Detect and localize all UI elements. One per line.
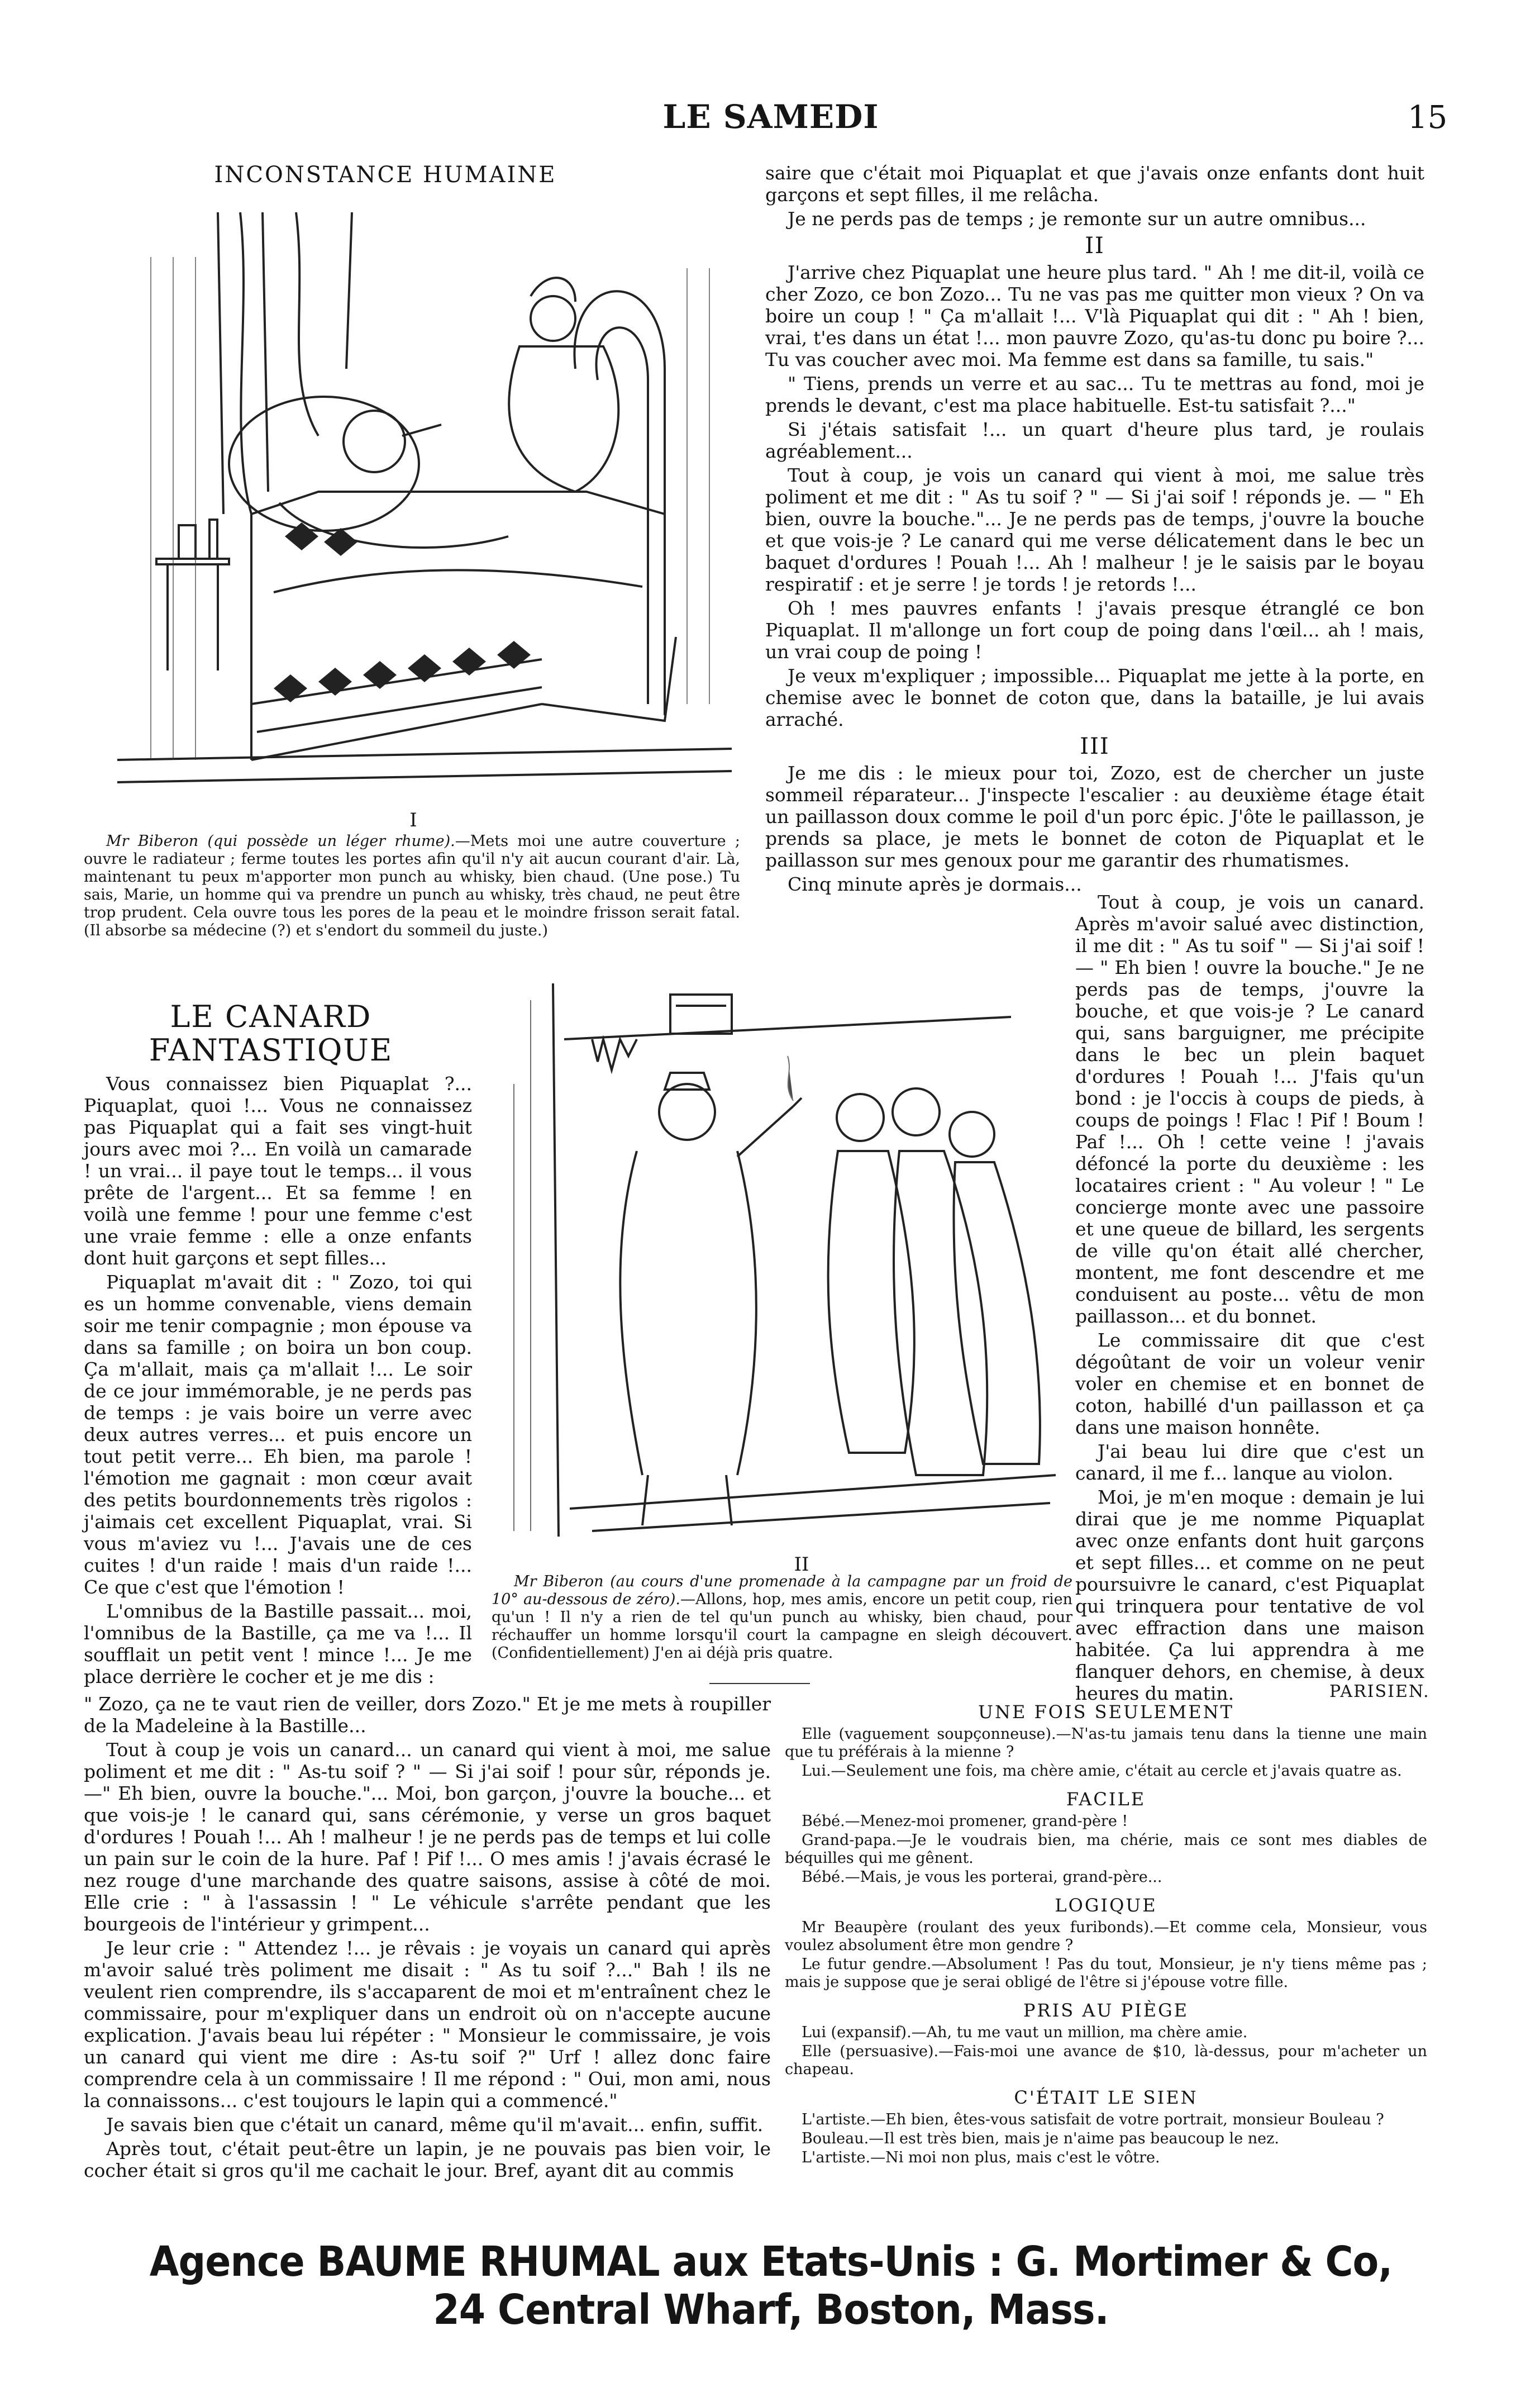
dialogue-title: UNE FOIS SEULEMENT: [978, 1701, 1234, 1723]
story-section-3: III: [1080, 734, 1110, 759]
illustration2-outdoor-scene: [480, 972, 1061, 1553]
illustration1-bed-scene: [84, 201, 743, 805]
illustration2-caption-text: —Allons, hop, mes amis, encore un petit coup, rien qu'un ! Il n'y a rien de tel qu'un punch au whisky, bien chaud, pour réchauffer un homme lorsqu'il court la campagne en sleigh découvert. (Confidentiellement) J'en ai déjà pris quatre.: [492, 1591, 1073, 1662]
story-right-paragraph: saire que c'était moi Piquaplat et que j'avais onze enfants dont huit garçons et sept filles, il me relâcha.: [765, 162, 1424, 206]
story-right-paragraph: Si j'étais satisfait !... un quart d'heure plus tard, je roulais agréablement...: [765, 419, 1424, 462]
story-right-paragraph: Oh ! mes pauvres enfants ! j'avais presque étranglé ce bon Piquaplat. Il m'allonge un fort coup de poing dans l'œil... ah ! mais, un vrai coup de poing !: [765, 597, 1424, 663]
dialogue-title: FACILE: [1066, 1789, 1146, 1810]
dialogue-line: Elle (vaguement soupçonneuse).—N'as-tu jamais tenu dans la tienne une main que tu préférais à la mienne ?: [785, 1725, 1427, 1761]
story-right-paragraph: Cinq minute après je dormais...: [788, 873, 1082, 895]
footer-advertisement: Agence BAUME RHUMAL aux Etats-Unis : G. Mortimer & Co, 24 Central Wharf, Boston, Mass.: [149, 2238, 1393, 2334]
story-right-paragraph: Je me dis : le mieux pour toi, Zozo, est de chercher un juste sommeil réparateur... J'inspecte l'escalier : au deuxième étage était un paillasson doux comme le poil d'un porc épic. J'ôte le paillasson, je prends sa place, je mets le bonnet de coton de Piquaplat et le paillasson sur mes genoux pour me garantir des rhumatismes.: [765, 762, 1424, 871]
story-right-paragraph: Moi, je m'en moque : demain je lui dirai que je me nomme Piquaplat avec onze enfants dont huit garçons et sept filles... et comme on ne peut poursuivre le canard, c'est Piquaplat qui trinquera pour tentative de vol avec effraction dans une maison habitée. Ça lui apprendra à me flanquer dehors, en chemise, à deux heures du matin.: [1075, 1486, 1424, 1704]
page-number: 15: [1408, 99, 1448, 136]
story-left-paragraph: Piquaplat m'avait dit : " Zozo, toi qui es un homme convenable, viens demain soir me tenir compagnie ; mon épouse va dans sa famille ; on boira un bon coup. Ça m'allait, mais ça m'allait !... Le soir de ce jour immémorable, je ne perds pas de temps : je vais boire un verre avec deux autres verres... et puis encore un tout petit verre... Eh bien, ma parole ! l'émotion me gagnait : mon cœur avait des petits bourdonnements très rigolos : j'aimais cet excellent Piquaplat, vrai. Si vous m'aviez vu !... J'avais une de ces cuites ! d'un raide ! mais d'un raide !... Ce que c'est que l'émotion !: [84, 1271, 472, 1598]
story-right-paragraph: Tout à coup, je vois un canard. Après m'avoir salué avec distinction, il me dit : " As tu soif " — Si j'ai soif ! — " Eh bien ! ouvre la bouche." Je ne perds pas de temps, j'ouvre la bouche, et que vois-je ? Le canard qui, sans barguigner, me précipite dans le bec un plein baquet d'ordures ! Pouah !... J'fais qu'un bond : je l'occis à coups de pieds, à coups de poings ! Flac ! Pif ! Boum ! Paf !... Oh ! cette veine ! j'avais défoncé la porte du deuxième : les locataires crient : " Au voleur ! " Le concierge monte avec une passoire et une queue de billard, les sergents de ville qu'on était allé chercher, montent, me font descendre et me conduisent au poste... vêtu de mon paillasson... et du bonnet.: [1075, 891, 1424, 1327]
story-right-paragraph: Le commissaire dit que c'est dégoûtant de voir un voleur venir voler en chemise et en bonnet de coton, habillé d'un paillasson et ça dans une maison honnête.: [1075, 1329, 1424, 1438]
illustration1-title: INCONSTANCE HUMAINE: [214, 162, 557, 188]
dialogue-line: Grand-papa.—Je le voudrais bien, ma chérie, mais ce sont mes diables de béquilles qui me gênent.: [785, 1832, 1427, 1867]
divider: [709, 1683, 810, 1684]
story-left-paragraph: L'omnibus de la Bastille passait... moi, l'omnibus de la Bastille, ça me va !... Il soufflait un petit vent ! mince !... Je me place derrière le cocher et je me dis :: [84, 1600, 472, 1687]
page-header-title: LE SAMEDI: [662, 98, 879, 136]
story-right-paragraph: J'ai beau lui dire que c'est un canard, il me f... lanque au violon.: [1075, 1440, 1424, 1484]
dialogue-line: Bébé.—Menez-moi promener, grand-père !: [802, 1813, 1128, 1830]
dialogue-line: Mr Beaupère (roulant des yeux furibonds).—Et comme cela, Monsieur, vous voulez absolument être mon gendre ?: [785, 1919, 1427, 1954]
dialogue-line: Bébé.—Mais, je vous les porterai, grand-père...: [802, 1868, 1162, 1886]
dialogue-line: L'artiste.—Ni moi non plus, mais c'est le vôtre.: [802, 2149, 1160, 2166]
story-right-paragraph: Je veux m'expliquer ; impossible... Piquaplat me jette à la porte, en chemise avec le bonnet de coton que, dans la bataille, je lui avais arraché.: [765, 665, 1424, 730]
story-wide-column: [84, 1693, 771, 2184]
illustration1-number: I: [409, 809, 417, 831]
story-wide-paragraph: " Zozo, ça ne te vaut rien de veiller, dors Zozo." Et je me mets à roupiller de la Madeleine à la Bastille...: [84, 1693, 771, 1737]
story-right-column-top: [765, 162, 1424, 897]
story-wide-paragraph: Je savais bien que c'était un canard, même qu'il m'avait... enfin, suffit.: [106, 2114, 764, 2136]
story-right-paragraph: " Tiens, prends un verre et au sac... Tu te mettras au fond, moi je prends le devant, c'est ma place habituelle. Est-tu satisfait ?...": [765, 373, 1424, 416]
dialogue-line: L'artiste.—Eh bien, êtes-vous satisfait de votre portrait, monsieur Bouleau ?: [802, 2111, 1384, 2128]
illustration1-caption-text: —Mets moi une autre couverture ; ouvre le radiateur ; ferme toutes les portes afin qu'il n'y ait aucun courant d'air. Là, maintenant tu peux m'apporter mon punch au whisky, bien chaud. (Une pose.) Tu sais, Marie, un homme qui va prendre un punch au whisky, très chaud, ne peut être trop prudent. Cela ouvre tous les pores de la peau et le moindre frisson serait fatal. (Il absorbe sa médecine (?) et s'endort du sommeil du juste.): [84, 833, 740, 939]
story-signature: PARISIEN.: [1329, 1682, 1430, 1701]
story-right-column-narrow: [1075, 891, 1424, 1706]
story-wide-paragraph: Tout à coup je vois un canard... un canard qui vient à moi, me salue poliment et me dit : " As-tu soif ? " — Si j'ai soif ! pour sûr, réponds je. —" Eh bien, ouvre la bouche."... Moi, bon garçon, j'ouvre la bouche... et que vois-je ! le canard qui, sans cérémonie, y verse un gros baquet d'ordures ! Pouah !... Ah ! malheur ! je ne perds pas de temps et lui colle un pain sur le coin de la hure. Paf ! Pif !... O mes amis ! j'avais écrasé le nez rouge d'une marchande des quatre saisons, assise à côté de moi. Elle crie : " à l'assassin ! " Le véhicule s'arrête pendant que les bourgeois de l'intérieur y grimpent...: [84, 1739, 771, 1935]
dialogue-title: PRIS AU PIÈGE: [1023, 2000, 1189, 2021]
dialogue-line: Lui.—Seulement une fois, ma chère amie, c'était au cercle et j'avais quatre as.: [802, 1762, 1402, 1780]
illustration1-caption-name: Mr Biberon (qui possède un léger rhume).: [106, 833, 455, 850]
dialogues-column: [785, 1693, 1427, 2168]
illustration2-caption: [492, 1573, 1072, 1662]
story-right-paragraph: Tout à coup, je vois un canard qui vient à moi, me salue très poliment et me dit : " As tu soif ? " — Si j'ai soif ! réponds je. — " Eh bien, ouvre la bouche."... Je ne perds pas de temps, j'ouvre la bouche et que vois-je ? Le canard qui me verse délicatement dans le bec un baquet d'ordures ! Pouah !... Ah ! malheur ! je le saisis par le boyau respiratif : et je serre ! je tords ! je retords !...: [765, 464, 1424, 595]
illustration2-caption-name: Mr Biberon (au cours d'une promenade à la campagne par un froid de 10° au-dessous de zéro).: [492, 1573, 1072, 1608]
dialogue-line: Lui (expansif).—Ah, tu me vaut un million, ma chère amie.: [802, 2024, 1248, 2041]
story-wide-paragraph: Je leur crie : " Attendez !... je rêvais : je voyais un canard qui après m'avoir salué très poliment me disait : " As tu soif ?..." Bah ! ils ne veulent rien comprendre, ils s'accaparent de moi et m'entraînent chez le commissaire, pour m'expliquer dans un endroit où on n'accepte aucune explication. J'avais beau lui répéter : " Monsieur le commissaire, je vois un canard qui vient me dire : As-tu soif ?" Urf ! allez donc faire comprendre cela à un commissaire ! Il me répond : " Oui, mon ami, nous la connaissons... c'est toujours le lapin qui a commencé.": [84, 1937, 771, 2112]
story-section-2: II: [1085, 233, 1105, 259]
dialogue-line: Le futur gendre.—Absolument ! Pas du tout, Monsieur, je n'y tiens même pas ; mais je suppose que je serai obligé de l'être si j'épouse votre fille.: [785, 1956, 1427, 1991]
dialogue-line: Bouleau.—Il est très bien, mais je n'aime pas beaucoup le nez.: [802, 2130, 1279, 2147]
dialogue-title: LOGIQUE: [1055, 1895, 1157, 1916]
illustration1-caption: [84, 833, 740, 940]
story-title: LE CANARD FANTASTIQUE: [149, 999, 393, 1068]
story-right-paragraph: J'arrive chez Piquaplat une heure plus tard. " Ah ! me dit-il, voilà ce cher Zozo, ce bon Zozo... Tu ne vas pas me quitter mon vieux ? On va boire un coup ! " Ça m'allait !... V'là Piquaplat qui dit : " Ah ! bien, vrai, t'es dans un état !... mon pauvre Zozo, qu'as-tu donc pu boire ?... Tu vas coucher avec moi. Ma femme est dans sa famille, tu sais.": [765, 261, 1424, 370]
story-wide-paragraph: Après tout, c'était peut-être un lapin, je ne pouvais pas bien voir, le cocher était si gros qu'il me cachait le jour. Bref, ayant dit au commis: [84, 2138, 771, 2181]
dialogue-line: Elle (persuasive).—Fais-moi une avance de $10, là-dessus, pour m'acheter un chapeau.: [785, 2043, 1427, 2078]
story-right-paragraph: Je ne perds pas de temps ; je remonte sur un autre omnibus...: [788, 208, 1366, 230]
dialogue-title: C'ÉTAIT LE SIEN: [1014, 2087, 1198, 2108]
illustration2-number: II: [794, 1553, 809, 1576]
story-left-column: [84, 1073, 472, 1690]
story-left-paragraph: Vous connaissez bien Piquaplat ?... Piquaplat, quoi !... Vous ne connaissez pas Piquaplat qui a fait ses vingt-huit jours avec moi ?... En voilà un camarade ! un vrai... il paye tout le temps... il vous prête de l'argent... Et sa femme ! en voilà une femme ! pour une femme c'est une vraie femme : elle a onze enfants dont huit garçons et sept filles...: [84, 1073, 472, 1269]
